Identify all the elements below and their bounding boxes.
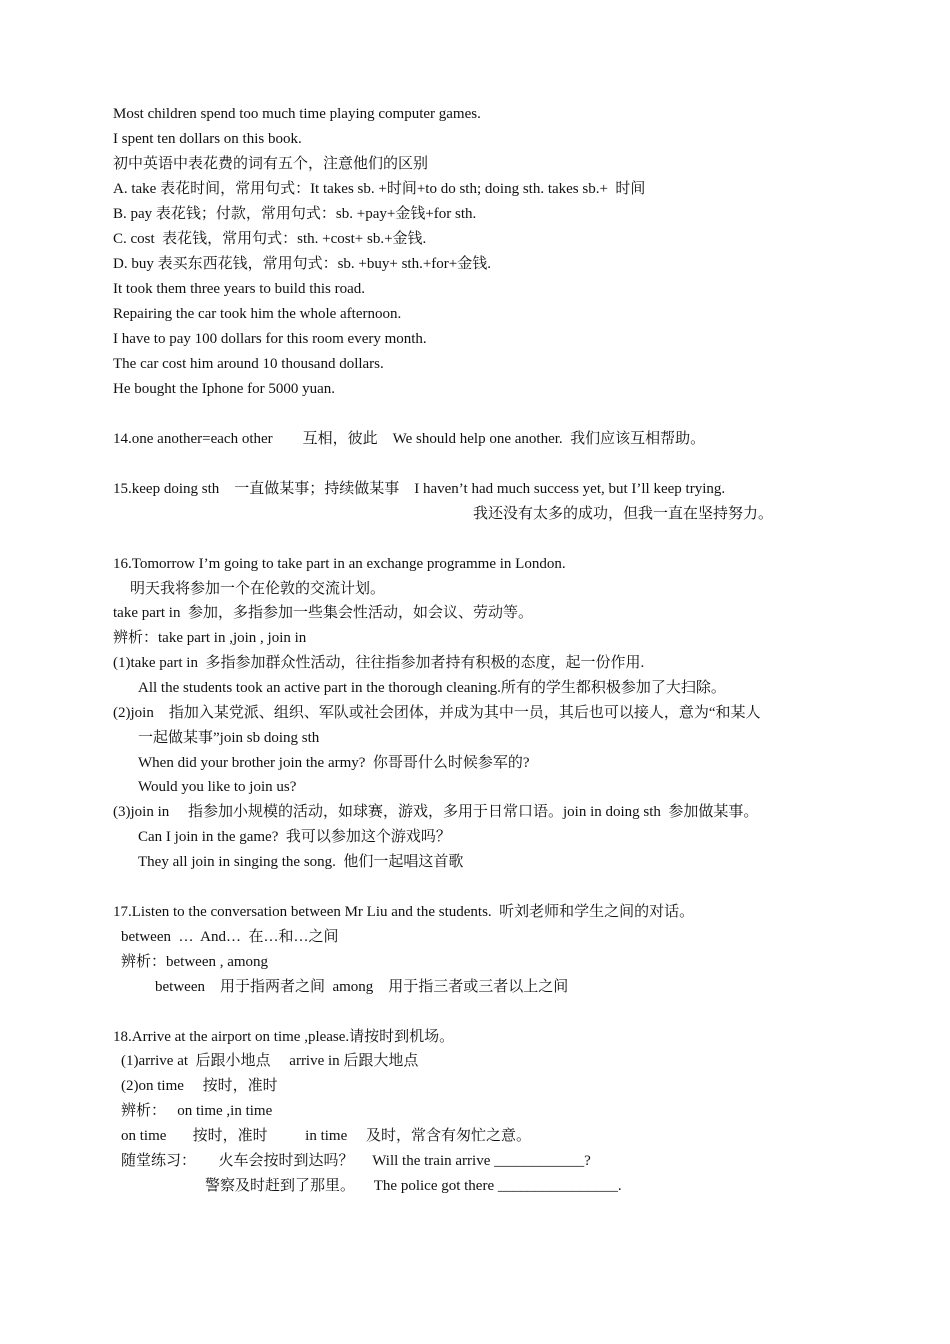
text-line: He bought the Iphone for 5000 yuan. <box>113 381 336 397</box>
text-line: between 用于指两者之间 among 用于指三者或三者以上之间 <box>155 979 569 995</box>
text-line: D. buy 表买东西花钱，常用句式：sb. +buy+ sth.+for+金钱. <box>113 256 492 272</box>
text-line: B. pay 表花钱；付款，常用句式：sb. +pay+金钱+for sth. <box>113 206 477 222</box>
text-line: The car cost him around 10 thousand dollars. <box>113 356 384 372</box>
text-line: Most children spend too much time playing computer games. <box>113 106 481 122</box>
text-line: (2)on time 按时，准时 <box>121 1078 278 1094</box>
text-line: 一起做某事”join sb doing sth <box>138 730 320 746</box>
text-line: (2)join 指加入某党派、组织、军队或社会团体，并成为其中一员，其后也可以接人，意为“和某人 <box>113 705 761 721</box>
example-sentence: Can I join in the game? 我可以参加这个游戏吗？ <box>138 829 451 845</box>
text-line: on time 按时，准时 in time 及时，常含有匆忙之意。 <box>121 1128 531 1144</box>
text-line: I have to pay 100 dollars for this room every month. <box>113 331 427 347</box>
text-line: A. take 表花时间，常用句式：It takes sb. +时间+to do sth; doing sth. takes sb.+ 时间 <box>113 181 646 197</box>
text-line: It took them three years to build this road. <box>113 281 366 297</box>
item-18: 18.Arrive at the airport on time ,please.请按时到机场。 <box>113 1029 455 1045</box>
text-line: take part in 参加，多指参加一些集会性活动，如会议、劳动等。 <box>113 605 533 621</box>
item-16: 16.Tomorrow I’m going to take part in an exchange programme in London. <box>113 556 566 572</box>
example-sentence: They all join in singing the song. 他们一起唱这首歌 <box>138 854 464 870</box>
text-line: 辨析：take part in ,join , join in <box>113 630 307 646</box>
text-line: 初中英语中表花费的词有五个，注意他们的区别 <box>113 156 429 172</box>
text-line: 辨析： on time ,in time <box>121 1103 273 1119</box>
example-sentence: Would you like to join us? <box>138 779 297 795</box>
text-line: between … And… 在…和…之间 <box>121 929 339 945</box>
item-15: 15.keep doing sth 一直做某事；持续做某事 I haven’t had much success yet, but I’ll keep trying. <box>113 481 726 497</box>
text-line: (3)join in 指参加小规模的活动，如球赛，游戏，多用于日常口语。join in doing sth 参加做某事。 <box>113 804 759 820</box>
item-15-translation: 我还没有太多的成功，但我一直在坚持努力。 <box>473 506 774 522</box>
example-sentence: All the students took an active part in the thorough cleaning.所有的学生都积极参加了大扫除。 <box>138 680 726 696</box>
text-line: (1)arrive at 后跟小地点 arrive in 后跟大地点 <box>121 1053 419 1069</box>
practice-exercise: 随堂练习： 火车会按时到达吗？ Will the train arrive ____________? <box>121 1153 591 1169</box>
item-16-translation: 明天我将参加一个在伦敦的交流计划。 <box>130 581 386 597</box>
text-line: C. cost 表花钱，常用句式：sth. +cost+ sb.+金钱. <box>113 231 427 247</box>
text-line: (1)take part in 多指参加群众性活动，往往指参加者持有积极的态度，起一份作用. <box>113 655 645 671</box>
text-line: Repairing the car took him the whole afternoon. <box>113 306 402 322</box>
practice-exercise: 警察及时赶到了那里。 The police got there ________________. <box>205 1178 622 1194</box>
item-14: 14.one another=each other 互相，彼此 We should help one another. 我们应该互相帮助。 <box>113 431 706 447</box>
text-line: I spent ten dollars on this book. <box>113 131 302 147</box>
item-17: 17.Listen to the conversation between Mr Liu and the students. 听刘老师和学生之间的对话。 <box>113 904 695 920</box>
example-sentence: When did your brother join the army? 你哥哥什么时候参军的? <box>138 755 530 771</box>
text-line: 辨析：between , among <box>121 954 269 970</box>
